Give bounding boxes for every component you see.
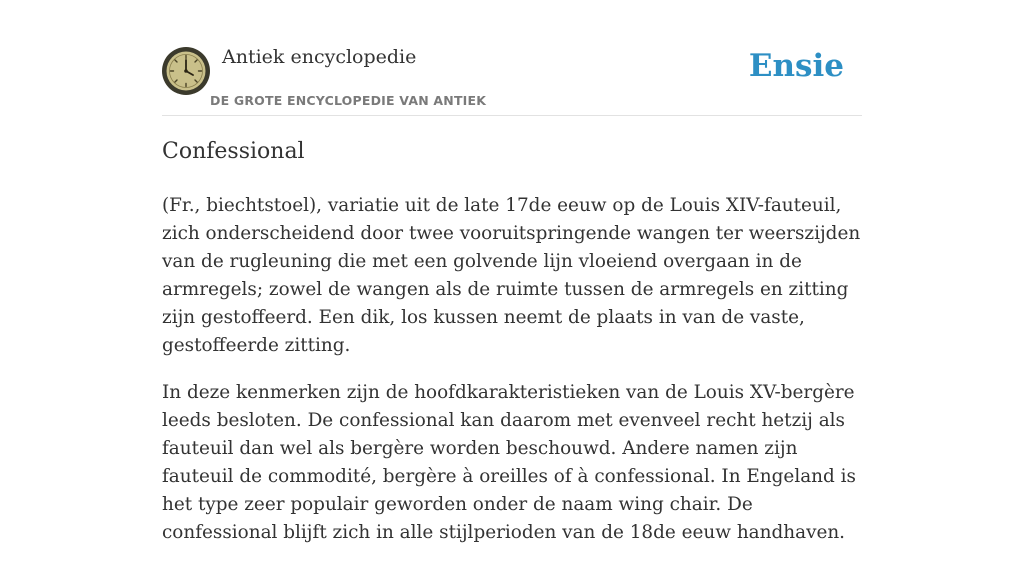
brand-logo-link[interactable]: Ensie: [748, 48, 844, 84]
clock-face-icon[interactable]: [162, 47, 210, 95]
article-paragraph: (Fr., biechtstoel), variatie uit de late 17de eeuw op de Louis XIV-fauteuil, zich onderscheidend door twee vooruitspringende wangen ter weerszijden van de rugleuning die met een golvende lijn vloeiend overgaan in de armregels; zowel de wangen als de ruimte tussen de armregels en zitting zijn gestoffeerd. Een dik, los kussen neemt de plaats in van de vaste, gestoffeerde zitting.: [162, 195, 861, 356]
article-paragraph: In deze kenmerken zijn de hoofdkarakteristieken van de Louis XV-bergère leeds besloten. De confessional kan daarom met evenveel recht hetzij als fauteuil dan wel als bergère worden beschouwd. Andere namen zijn fauteuil de commodité, bergère à oreilles of à confessional. In Engeland is het type zeer populair geworden onder de naam wing chair. De confessional blijft zich in alle stijlperioden van de 18de eeuw handhaven.: [162, 382, 856, 543]
article-body: [162, 192, 862, 566]
site-header: [162, 46, 862, 116]
site-title[interactable]: Antiek encyclopedie: [222, 46, 417, 68]
article-title: Confessional: [162, 139, 305, 164]
site-subtitle: DE GROTE ENCYCLOPEDIE VAN ANTIEK: [210, 93, 487, 108]
